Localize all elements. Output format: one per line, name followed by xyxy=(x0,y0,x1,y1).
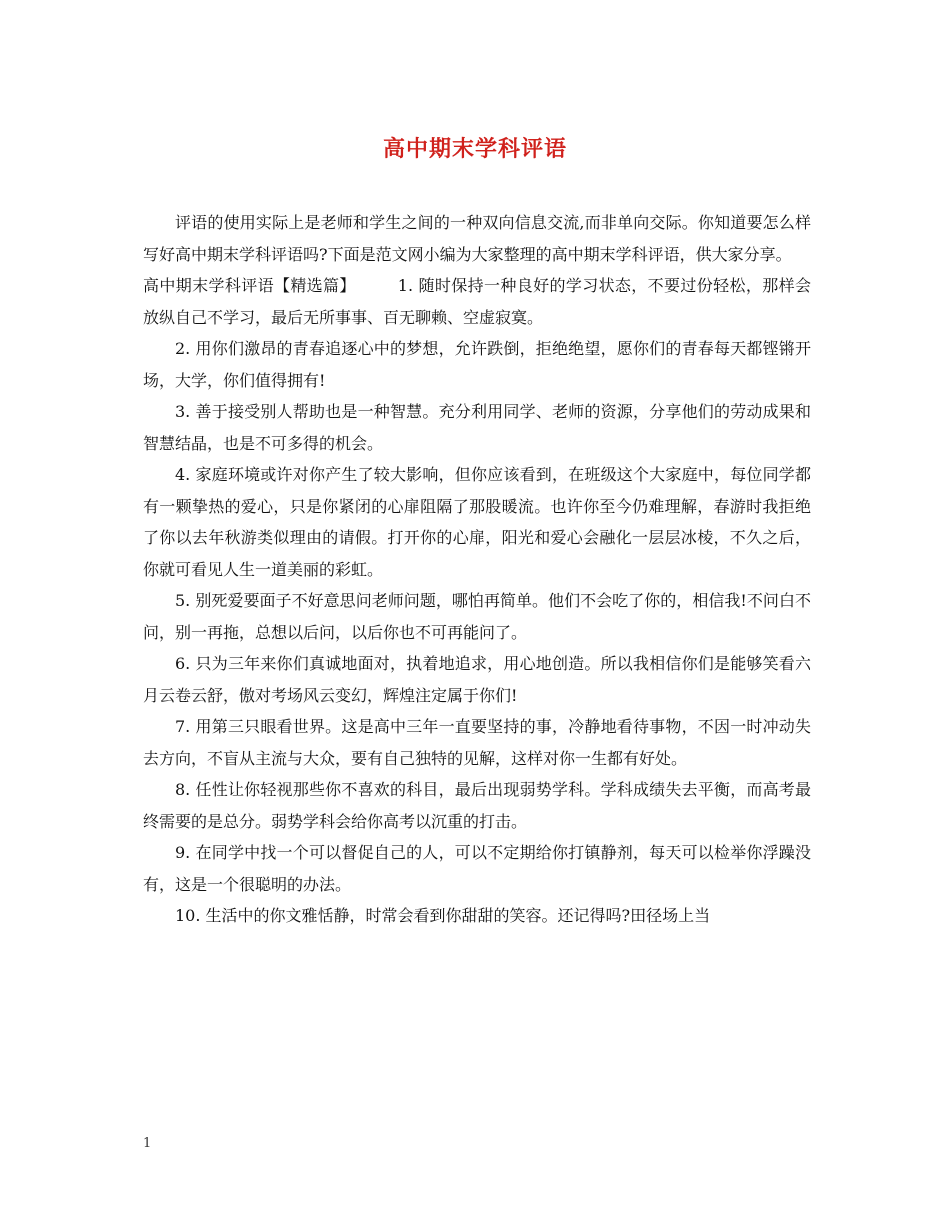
page-number: 1 xyxy=(143,1136,152,1151)
section-paragraph xyxy=(143,270,811,333)
section-heading: 高中期末学科评语【精选篇】 xyxy=(143,276,356,295)
list-item: 9. 在同学中找一个可以督促自己的人，可以不定期给你打镇静剂，每天可以检举你浮躁没有，这是一个很聪明的办法。 xyxy=(143,843,811,894)
intro-paragraph: 评语的使用实际上是老师和学生之间的一种双向信息交流,而非单向交际。你知道要怎么样写好高中期末学科评语吗?下面是范文网小编为大家整理的高中期末学科评语，供大家分享。 xyxy=(143,213,811,264)
list-item: 6. 只为三年来你们真诚地面对，执着地追求，用心地创造。所以我相信你们是能够笑看六月云卷云舒，傲对考场风云变幻，辉煌注定属于你们! xyxy=(143,654,811,705)
list-item: 8. 任性让你轻视那些你不喜欢的科目，最后出现弱势学科。学科成绩失去平衡，而高考最终需要的是总分。弱势学科会给你高考以沉重的打击。 xyxy=(143,780,811,831)
list-item: 1. 随时保持一种良好的学习状态，不要过份轻松，那样会放纵自己不学习，最后无所事事、百无聊赖、空虚寂寞。 xyxy=(143,276,811,327)
list-item: 7. 用第三只眼看世界。这是高中三年一直要坚持的事，冷静地看待事物，不因一时冲动失去方向，不盲从主流与大众，要有自己独特的见解，这样对你一生都有好处。 xyxy=(143,717,811,768)
list-item: 2. 用你们激昂的青春追逐心中的梦想，允许跌倒，拒绝绝望，愿你们的青春每天都铿锵开场，大学，你们值得拥有! xyxy=(143,339,811,390)
list-item: 4. 家庭环境或许对你产生了较大影响，但你应该看到，在班级这个大家庭中，每位同学都有一颗挚热的爱心，只是你紧闭的心扉阻隔了那股暖流。也许你至今仍难理解，春游时我拒绝了你以去年秋游类似理由的请假。打开你的心扉，阳光和爱心会融化一层层冰棱，不久之后，你就可看见人生一道美丽的彩虹。 xyxy=(143,465,811,579)
document-title: 高中期末学科评语 xyxy=(382,136,567,162)
list-item: 10. 生活中的你文雅恬静，时常会看到你甜甜的笑容。还记得吗?田径场上当 xyxy=(175,906,711,925)
document-body xyxy=(143,207,811,932)
list-item: 5. 别死爱要面子不好意思问老师问题，哪怕再简单。他们不会吃了你的，相信我!不问白不问，别一再拖，总想以后问，以后你也不可再能问了。 xyxy=(143,591,811,642)
list-item: 3. 善于接受别人帮助也是一种智慧。充分利用同学、老师的资源，分享他们的劳动成果和智慧结晶，也是不可多得的机会。 xyxy=(143,402,811,453)
